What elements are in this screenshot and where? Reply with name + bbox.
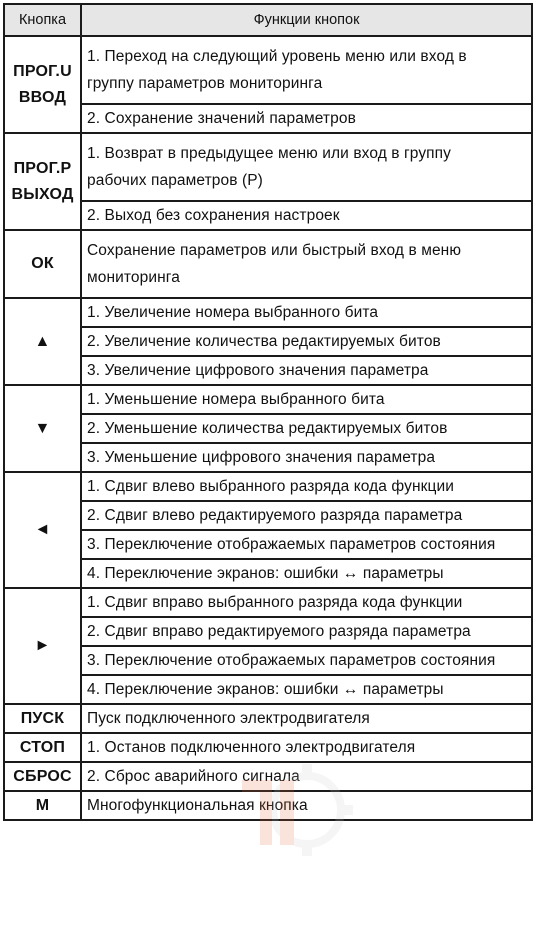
table-row [4,327,532,356]
function-line: Сохранение параметров или быстрый вход в меню [87,242,462,259]
function-line: 4. Переключение экранов: ошибки ↔ параметры [87,565,444,582]
table-row [4,298,532,327]
function-cell [81,201,532,230]
table-row [4,472,532,501]
function-line: 1. Увеличение номера выбранного бита [87,304,379,321]
table-row [4,704,532,733]
table-row [4,230,532,298]
function-cell [81,327,532,356]
button-name-line: ПРОГ.U [13,62,72,80]
function-cell [81,791,532,820]
table-row [4,530,532,559]
up-arrow-icon: ▲ [4,298,81,385]
button-name-line: СБРОС [13,767,72,785]
table-row [4,646,532,675]
function-line: 2. Сохранение значений параметров [87,110,356,127]
function-line: 2. Выход без сохранения настроек [87,207,340,224]
table-row [4,104,532,133]
button-name-line: ВЫХОД [11,185,74,203]
header-button: Кнопка [4,4,81,36]
table-row [4,559,532,588]
button-name-cell [4,36,81,133]
button-name-cell [4,791,81,820]
button-name-cell [4,133,81,230]
function-line: 1. Уменьшение номера выбранного бита [87,391,385,408]
button-functions-table [3,3,533,821]
function-cell [81,675,532,704]
left-arrow-icon: ◄ [4,472,81,588]
function-cell [81,356,532,385]
table-row [4,201,532,230]
function-line: 4. Переключение экранов: ошибки ↔ параметры [87,681,444,698]
table-row [4,762,532,791]
function-cell [81,733,532,762]
function-cell [81,762,532,791]
function-line: 2. Увеличение количества редактируемых битов [87,333,441,350]
table-container [3,3,533,821]
function-line: рабочих параметров (Р) [87,172,263,189]
right-arrow-icon: ► [4,588,81,704]
button-name-line: ПРОГ.Р [13,159,72,177]
function-cell [81,588,532,617]
function-cell [81,646,532,675]
function-line: 1. Останов подключенного электродвигателя [87,739,416,756]
function-line: 2. Сброс аварийного сигнала [87,768,300,785]
table-row [4,733,532,762]
table-row [4,356,532,385]
button-name-line: ПУСК [20,709,65,727]
table-row [4,791,532,820]
function-line: Многофункциональная кнопка [87,797,308,814]
function-cell [81,36,532,104]
function-line: 1. Возврат в предыдущее меню или вход в группу [87,145,452,162]
function-line: группу параметров мониторинга [87,75,323,92]
table-row [4,588,532,617]
function-cell [81,501,532,530]
button-name-line: ВВОД [18,88,67,106]
function-cell [81,443,532,472]
function-line: 3. Увеличение цифрового значения параметра [87,362,429,379]
function-cell [81,298,532,327]
function-line: 3. Переключение отображаемых параметров состояния [87,652,496,669]
down-arrow-icon: ▼ [4,385,81,472]
button-name-cell [4,230,81,298]
table-row [4,675,532,704]
table-row [4,133,532,201]
function-line: 3. Уменьшение цифрового значения параметра [87,449,436,466]
function-cell [81,133,532,201]
function-cell [81,559,532,588]
function-cell [81,530,532,559]
table-row [4,385,532,414]
function-cell [81,230,532,298]
table-row [4,414,532,443]
button-name-cell [4,733,81,762]
function-line: 1. Сдвиг влево выбранного разряда кода функции [87,478,454,495]
header-functions: Функции кнопок [81,4,532,36]
function-line: 3. Переключение отображаемых параметров состояния [87,536,496,553]
table-row [4,501,532,530]
function-cell [81,414,532,443]
function-line: Пуск подключенного электродвигателя [87,710,370,727]
function-cell [81,617,532,646]
function-line: 2. Сдвиг вправо редактируемого разряда параметра [87,623,471,640]
button-name-line: М [35,796,50,814]
function-line: мониторинга [87,269,180,286]
table-row [4,36,532,104]
function-cell [81,704,532,733]
function-cell [81,472,532,501]
button-name-line: ОК [31,255,54,272]
header-row [4,4,532,36]
button-name-cell [4,704,81,733]
function-cell [81,385,532,414]
function-line: 2. Сдвиг влево редактируемого разряда параметра [87,507,463,524]
function-line: 1. Сдвиг вправо выбранного разряда кода функции [87,594,463,611]
function-cell [81,104,532,133]
button-name-line: СТОП [19,738,66,756]
function-line: 1. Переход на следующий уровень меню или вход в [87,48,467,65]
function-line: 2. Уменьшение количества редактируемых битов [87,420,448,437]
button-name-cell [4,762,81,791]
table-row [4,617,532,646]
table-row [4,443,532,472]
